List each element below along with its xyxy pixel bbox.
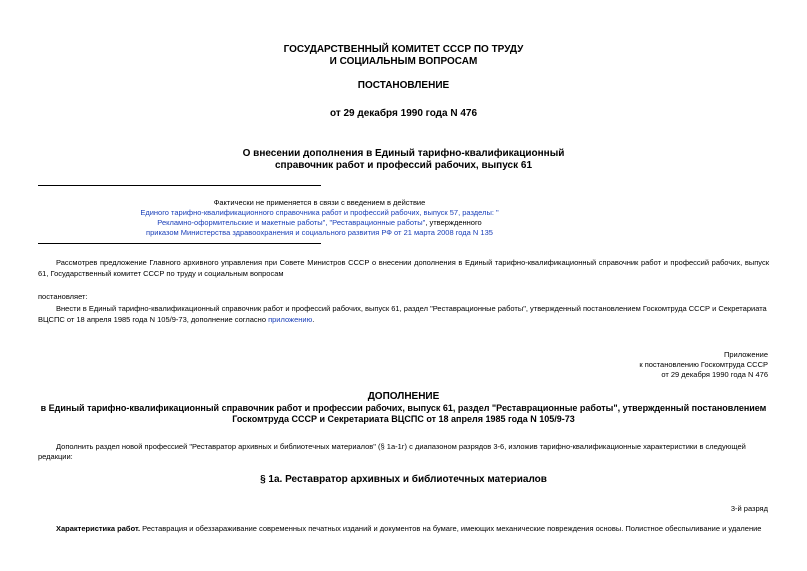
decree-text: Внести в Единый тарифно-квалификационный справочник работ и профессий рабочих, выпуск 61, раздел "Реставрационные работы", утвержденный постановлением Госкомтруда СССР и Секретариата ВЦСПС от 18 апреля 1985 года N 105/9-73, дополнение согласно [38,304,767,324]
addition-subtitle-line1: в Единый тарифно-квалификационный справочник работ и профессии рабочих, выпуск 61, раздел "Реставрационные работы", утвержденный постановлением [40,403,767,413]
supplement-paragraph: Дополнить раздел новой профессией "Реставратор архивных и библиотечных материалов" (§ 1а-1г) с диапазоном разрядов 3-6, изложив тарифно-квалификационные характеристики в следующей редакции: [38,442,746,461]
section-title: § 1а. Реставратор архивных и библиотечных материалов [260,474,547,485]
divider-bottom [38,243,321,244]
decree-paragraph [38,303,769,325]
appendix-ref-line2: к постановлению Госкомтруда СССР [639,360,768,369]
committee-name-line1: ГОСУДАРСТВЕННЫЙ КОМИТЕТ СССР ПО ТРУДУ [283,44,524,55]
preamble-paragraph: Рассмотрев предложение Главного архивного управления при Совете Министров СССР о внесении дополнения в Единый тарифно-квалификационный справочник работ и профессий рабочих, выпуск 61, Государственный комитет СССР по труду и социальным вопросам [38,258,769,278]
document-title-line2: справочник работ и профессий рабочих, выпуск 61 [274,160,533,171]
resolves-text: постановляет: [38,292,88,301]
addition-title: ДОПОЛНЕНИЕ [367,391,440,402]
decree-end: . [312,315,315,324]
characteristic-text: Реставрация и обеззараживание современных печатных изданий и документов на бумаге, имеющих механические повреждения основы. Полистное обеспыливание и удаление [140,524,762,533]
characteristic-paragraph [38,523,769,534]
characteristic-label: Характеристика работ. [56,524,141,533]
appendix-link[interactable]: приложению [268,315,313,324]
divider-top [38,185,321,186]
notice-link-line3[interactable]: Рекламно-оформительские и макетные работы", "Реставрационные работы" [157,218,426,227]
document-title-line1: О внесении дополнения в Единый тарифно-квалификационный [242,148,565,159]
notice-link-line2[interactable]: Единого тарифно-квалификационного справочника работ и профессий рабочих, выпуск 57, разделы: " [140,208,499,217]
appendix-reference [440,350,768,380]
document-type: ПОСТАНОВЛЕНИЕ [357,80,450,91]
addition-subtitle-line2: Госкомтруда СССР и Секретариата ВЦСПС от 18 апреля 1985 года N 105/9-73 [232,414,575,424]
notice-link-line4[interactable]: приказом Министерства здравоохранения и социального развития РФ от 21 марта 2008 года N 135 [146,228,493,237]
appendix-ref-line1: Приложение [724,350,768,359]
notice-line1: Фактически не применяется в связи с введением в действие [213,198,426,207]
status-notice [38,198,601,238]
grade-label: 3-й разряд [730,504,768,513]
document-date: от 29 декабря 1990 года N 476 [329,108,478,119]
notice-line3-suffix: , утвержденного [425,218,482,227]
committee-name-line2: И СОЦИАЛЬНЫМ ВОПРОСАМ [329,56,478,67]
appendix-ref-line3: от 29 декабря 1990 года N 476 [661,370,768,379]
